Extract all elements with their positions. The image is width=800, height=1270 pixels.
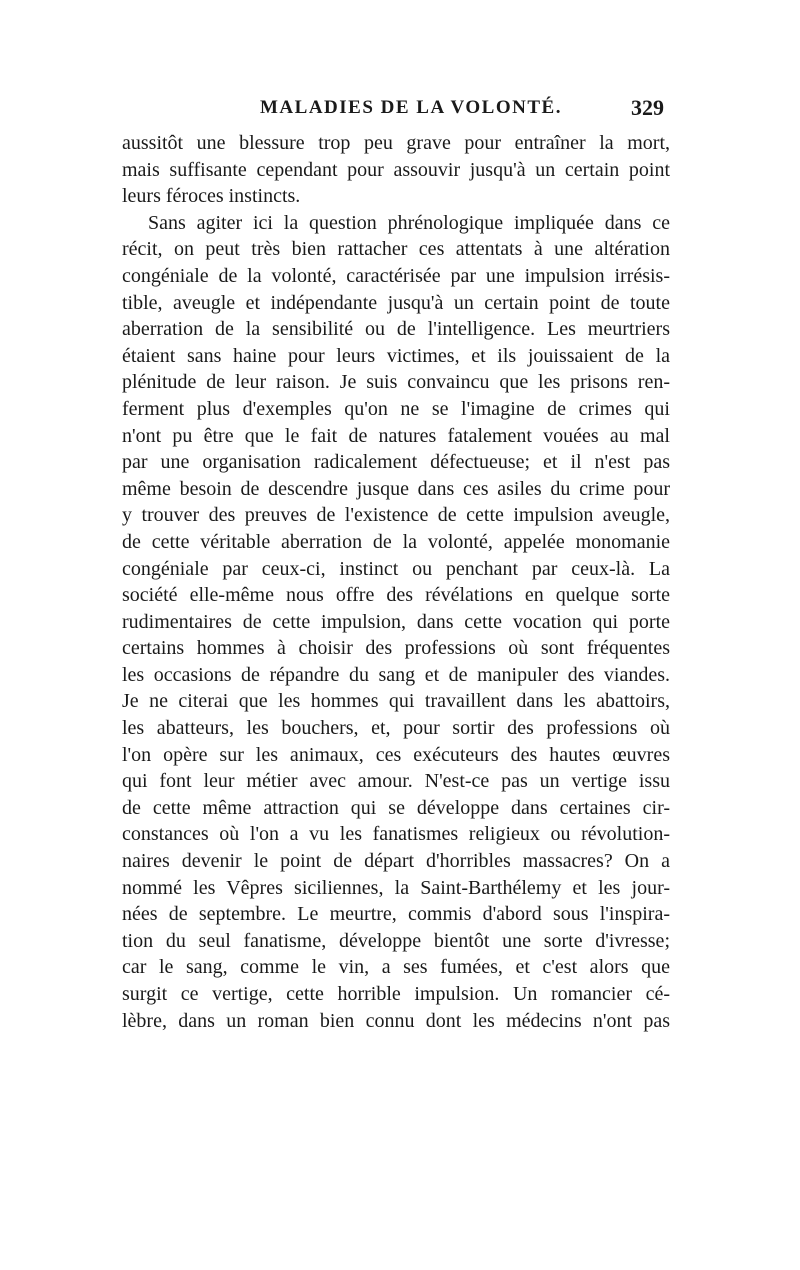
text-line: qui font leur métier avec amour. N'est-ce pas un vertige issu	[122, 770, 670, 793]
text-line: société elle-même nous offre des révélations en quelque sorte	[122, 584, 670, 607]
text-line: congéniale par ceux-ci, instinct ou penchant par ceux-là. La	[122, 557, 670, 580]
text-line: étaient sans haine pour leurs victimes, et ils jouissaient de la	[122, 344, 670, 367]
text-line: les abatteurs, les bouchers, et, pour sortir des professions où	[122, 717, 670, 740]
page-header	[122, 95, 670, 125]
text-line: récit, on peut très bien rattacher ces attentats à une altération	[122, 238, 670, 261]
page-number: 329	[631, 95, 664, 120]
text-line: par une organisation radicalement défectueuse; et il n'est pas	[122, 451, 670, 474]
text-line: nées de septembre. Le meurtre, commis d'abord sous l'inspira-	[122, 903, 670, 926]
text-line: l'on opère sur les animaux, ces exécuteurs des hautes œuvres	[122, 743, 670, 766]
text-line: aussitôt une blessure trop peu grave pour entraîner la mort,	[122, 132, 670, 154]
text-line: constances où l'on a vu les fanatismes religieux ou révolution-	[122, 823, 670, 846]
text-line: de cette véritable aberration de la volonté, appelée monomanie	[122, 530, 670, 553]
text-line: les occasions de répandre du sang et de manipuler des viandes.	[122, 663, 670, 686]
running-title: MALADIES DE LA VOLONTÉ.	[260, 97, 562, 118]
text-line: naires devenir le point de départ d'horribles massacres? On a	[122, 850, 670, 873]
text-line: rudimentaires de cette impulsion, dans cette vocation qui porte	[122, 610, 670, 633]
text-line: Sans agiter ici la question phrénologique impliquée dans ce	[148, 211, 670, 234]
text-line: même besoin de descendre jusque dans ces asiles du crime pour	[122, 477, 670, 500]
text-line: certains hommes à choisir des professions où sont fréquentes	[122, 637, 670, 660]
text-line: tible, aveugle et indépendante jusqu'à un certain point de toute	[122, 291, 670, 314]
text-line: Je ne citerai que les hommes qui travaillent dans les abattoirs,	[122, 690, 670, 713]
text-line: n'ont pu être que le fait de natures fatalement vouées au mal	[122, 424, 670, 447]
text-line: mais suffisante cependant pour assouvir jusqu'à un certain point	[122, 158, 670, 181]
text-line: tion du seul fanatisme, développe bientôt une sorte d'ivresse;	[122, 929, 670, 952]
text-line: congéniale de la volonté, caractérisée par une impulsion irrésis-	[122, 264, 670, 287]
text-line: surgit ce vertige, cette horrible impulsion. Un romancier cé-	[122, 983, 670, 1005]
text-line: nommé les Vêpres siciliennes, la Saint-Barthélemy et les jour-	[122, 876, 670, 899]
text-line: y trouver des preuves de l'existence de cette impulsion aveugle,	[122, 504, 670, 527]
text-line: plénitude de leur raison. Je suis convaincu que les prisons ren-	[122, 371, 670, 394]
text-line: car le sang, comme le vin, a ses fumées, et c'est alors que	[122, 956, 670, 979]
text-line: ferment plus d'exemples qu'on ne se l'imagine de crimes qui	[122, 397, 670, 420]
text-line: aberration de la sensibilité ou de l'intelligence. Les meurtriers	[122, 318, 670, 341]
text-line: de cette même attraction qui se développe dans certaines cir-	[122, 796, 670, 819]
body-text	[122, 130, 670, 1034]
text-line: lèbre, dans un roman bien connu dont les médecins n'ont pas	[122, 1009, 670, 1032]
text-line: leurs féroces instincts.	[122, 185, 301, 208]
